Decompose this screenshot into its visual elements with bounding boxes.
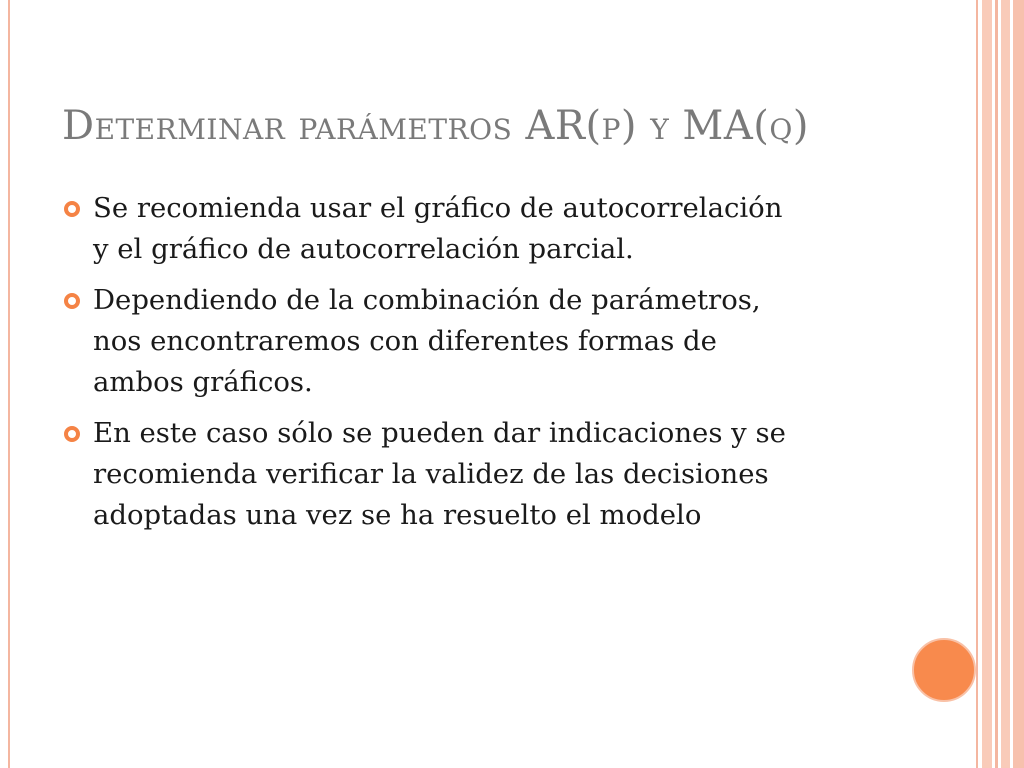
bullet-list [62,188,882,546]
bullet-line: y el gráfico de autocorrelación parcial. [93,233,634,265]
bullet-text [93,188,882,270]
bullet-line: ambos gráficos. [93,366,313,398]
bullet-line: nos encontraremos con diferentes formas de [93,325,717,357]
slide-title: Determinar parámetros AR(p) y MA(q) [62,103,809,149]
stripe [995,0,998,768]
ring-bullet-icon [64,426,80,442]
bullet-text [93,280,882,403]
stripe [1013,0,1024,768]
bullet-item [62,280,882,403]
stripe [1001,0,1010,768]
bullet-line: Dependiendo de la combinación de parámetros, [93,284,761,316]
bullet-text [93,413,882,536]
bullet-line: recomienda verificar la validez de las decisiones [93,458,769,490]
bullet-line: adoptadas una vez se ha resuelto el modelo [93,499,702,531]
bullet-item [62,413,882,536]
ring-bullet-icon [64,293,80,309]
orange-circle-icon [912,638,976,702]
right-decorative-stripes [976,0,1024,768]
bullet-line: Se recomienda usar el gráfico de autocorrelación [93,192,783,224]
stripe [976,0,978,768]
bullet-item [62,188,882,270]
bullet-line: En este caso sólo se pueden dar indicaciones y se [93,417,786,449]
left-border-line [8,0,10,768]
stripe [982,0,992,768]
ring-bullet-icon [64,201,80,217]
